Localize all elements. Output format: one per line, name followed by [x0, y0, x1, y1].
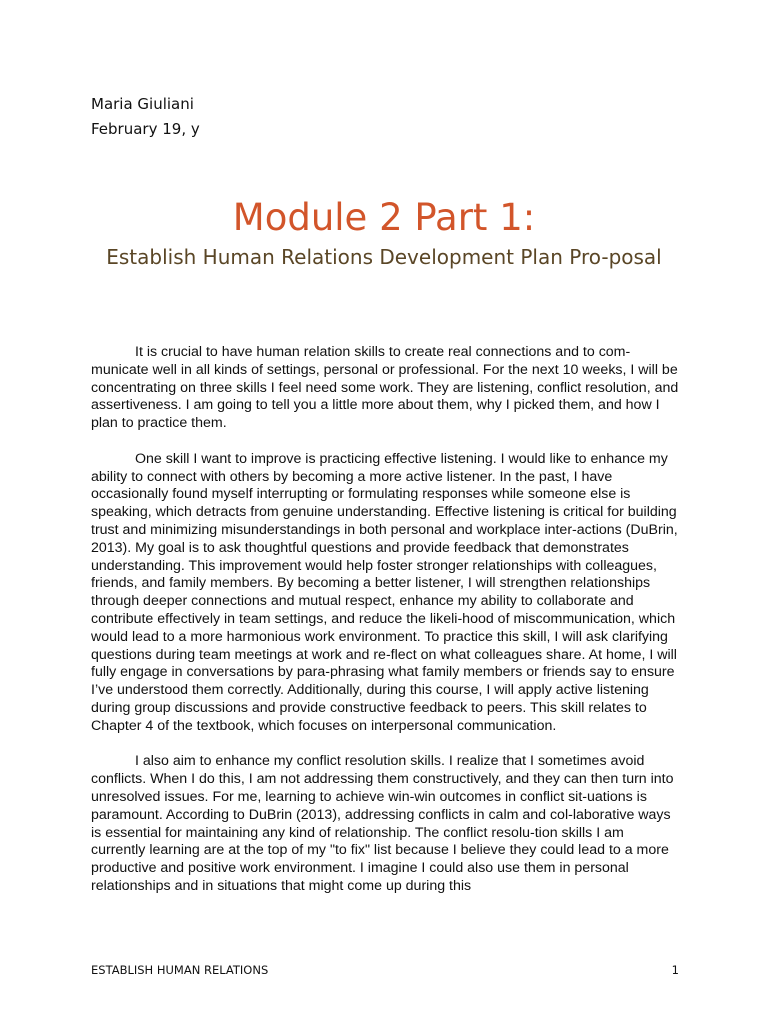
page-number: 1 — [671, 963, 679, 977]
paragraph-conflict: I also aim to enhance my conflict resolution skills. I realize that I sometimes avoid conflicts. When I do this, I am not addressing them constructively, and they can then turn into unresolved issues. For me, learning to achieve win-win outcomes in conflict sit-uations is paramount. According to DuBrin (2013), addressing conflicts in calm and col-laborative ways is essential for maintaining any kind of relationship. The conflict resolu-tion skills I am currently learning are at the top of my "to fix" list because I believe they could lead to a more productive and positive work environment. I imagine I could also use them in personal relationships and in situations that might come up during this — [91, 753, 674, 894]
author-name: Maria Giuliani — [91, 95, 194, 113]
author-block — [91, 92, 200, 142]
running-head: ESTABLISH HUMAN RELATIONS — [91, 963, 269, 977]
body-text — [91, 344, 679, 914]
page-footer — [91, 962, 679, 978]
paragraph-intro: It is crucial to have human relation skills to create real connections and to com-municate well in all kinds of settings, personal or professional. For the next 10 weeks, I will be concentrating on three skills I feel need some work. They are listening, conflict resolution, and assertiveness. I am going to tell you a little more about them, why I picked them, and how I plan to practice them. — [91, 344, 679, 432]
paragraph-listening: One skill I want to improve is practicing effective listening. I would like to enhance my ability to connect with others by becoming a more active listener. In the past, I have occasionally found myself interrupting or formulating responses while someone else is speaking, which detracts from genuine understanding. Effective listening is critical for building trust and minimizing misunderstandings in both personal and workplace inter-actions (DuBrin, 2013). My goal is to ask thoughtful questions and provide feedback that demonstrates understanding. This improvement would help foster stronger relationships with colleagues, friends, and family members. By becoming a better listener, I will strengthen relationships through deeper connections and mutual respect, enhance my ability to collaborate and contribute effectively in team settings, and reduce the likeli-hood of miscommunication, which would lead to a more harmonious work environment. To practice this skill, I will ask clarifying questions during team meetings at work and re-flect on what colleagues share. At home, I will fully engage in conversations by para-phrasing what family members or friends say to ensure I’ve understood them correctly. Additionally, during this course, I will apply active listening during group discussions and provide constructive feedback to peers. This skill relates to Chapter 4 of the textbook, which focuses on interpersonal communication. — [91, 450, 678, 734]
document-subtitle: Establish Human Relations Development Plan Pro-posal — [106, 245, 662, 269]
document-date: February 19, y — [91, 120, 200, 138]
document-title: Module 2 Part 1: — [232, 196, 536, 239]
